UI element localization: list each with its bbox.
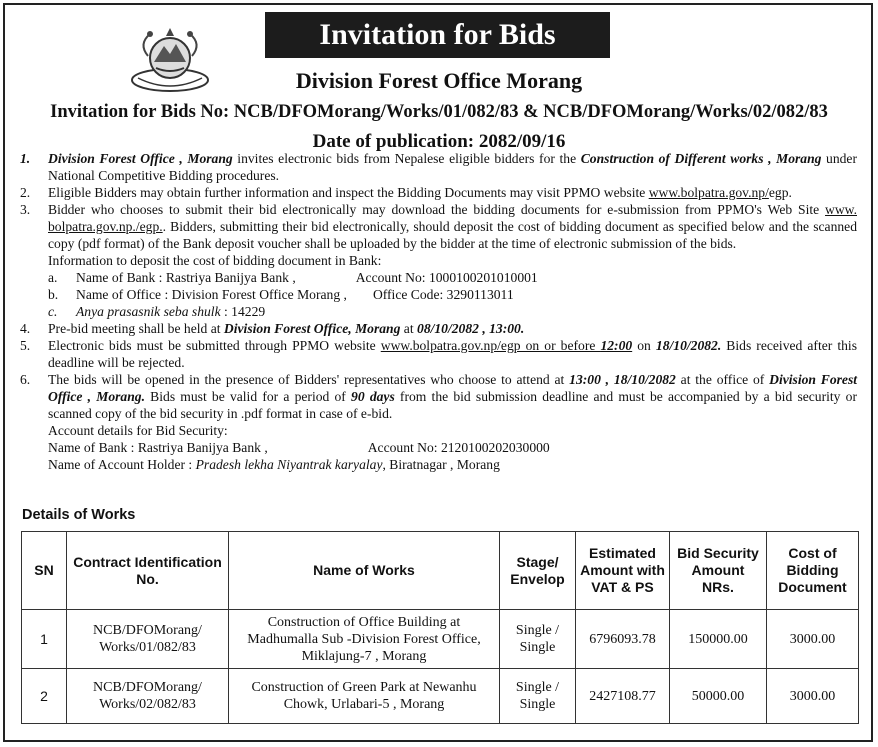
security-bank-detail: Name of Bank : Rastriya Banijya Bank , Account No: 2120100202030000	[48, 440, 550, 455]
clause-4: 4. Pre-bid meeting shall be held at Division Forest Office, Morang at 08/10/2082 , 13:00.	[20, 321, 525, 336]
clause-number: 2.	[20, 185, 31, 200]
cell-estimated-amount: 2427108.77	[576, 669, 670, 724]
notice-body	[20, 150, 857, 473]
ppmo-link[interactable]: www. bolpatra.gov.np./egp.	[48, 202, 857, 234]
cell-contract-id: NCB/DFOMorang/ Works/02/082/83	[67, 669, 229, 724]
header-name-of-works: Name of Works	[229, 532, 500, 610]
clause-2: 2. Eligible Bidders may obtain further information and inspect the Bidding Documents may visit PPMO website www.bolpatra.gov.np/egp.	[20, 185, 792, 200]
office-detail: b. Name of Office : Division Forest Office Morang , Office Code: 3290113011	[48, 287, 514, 302]
clause-number: 5.	[20, 338, 31, 353]
clause-6: 6. The bids will be opened in the presence of Bidders' representatives who choose to attend at 13:00 , 18/10/2082 at the office of Division Forest Office , Morang. Bids must be valid for a period of 90 days from the bid submission deadline and must be accompanied by a bid security or scanned copy of the bid security in .pdf format in case of e-bid. Account details for Bid Security: Name of Bank : Rastriya Banijya Bank , Account No: 2120100202030000 Name of Account Holder : Pradesh lekha Niyantrak karyalay, Biratnagar , Morang	[20, 372, 858, 472]
clause-3: 3. Bidder who chooses to submit their bid electronically may download the bidding documents for e-submission from PPMO's Web Site www. bolpatra.gov.np./egp.. Bidders, submitting their bid electronically, should deposit the cost of bidding document as specified below and the scanned copy (pdf format) of the Bank deposit voucher shall be uploaded by the bidder at the time of electronic submission of the bids. Information to deposit the cost of bidding document in Bank: a. Name of Bank : Rastriya Banijya Bank , Account No: 1000100201010001 b. Name of Office : Division Forest Office Morang , Office Code: 3290113011 c. Anya prasasnik seba shulk : 14229	[20, 202, 857, 319]
table-row	[22, 669, 859, 724]
cell-stage: Single / Single	[500, 669, 576, 724]
account-holder: Name of Account Holder : Pradesh lekha Niyantrak karyalay, Biratnagar , Morang	[48, 457, 500, 472]
clause-1: 1. Division Forest Office , Morang invites electronic bids from Nepalese eligible bidders for the Construction of Different works , Morang under National Competitive Bidding procedures.	[20, 151, 857, 183]
works-table	[21, 531, 859, 724]
cell-bid-security: 50000.00	[670, 669, 767, 724]
cell-cost-of-document: 3000.00	[767, 610, 859, 669]
cell-cost-of-document: 3000.00	[767, 669, 859, 724]
banner-title: Invitation for Bids	[265, 12, 610, 58]
header-bid-security: Bid Security Amount NRs.	[670, 532, 767, 610]
details-heading: Details of Works	[22, 507, 136, 523]
cell-name-of-works: Construction of Green Park at Newanhu Chowk, Urlabari-5 , Morang	[229, 669, 500, 724]
bank-detail: a. Name of Bank : Rastriya Banijya Bank , Account No: 1000100201010001	[48, 270, 538, 285]
clause-number: 4.	[20, 321, 31, 336]
bid-number: Invitation for Bids No: NCB/DFOMorang/Works/01/082/83 & NCB/DFOMorang/Works/02/082/83	[50, 102, 828, 122]
publication-date: Date of publication: 2082/09/16	[312, 131, 566, 152]
fee-detail: c. Anya prasasnik seba shulk : 14229	[48, 304, 266, 319]
clause-5: 5. Electronic bids must be submitted through PPMO website www.bolpatra.gov.np/egp on or before 12:00 on 18/10/2082. Bids received after this deadline will be rejected.	[20, 338, 857, 370]
ppmo-link[interactable]: www.bolpatra.gov.np/	[648, 185, 769, 200]
header-sn: SN	[22, 532, 67, 610]
table-row	[22, 610, 859, 669]
cell-stage: Single / Single	[500, 610, 576, 669]
ppmo-link[interactable]: www.bolpatra.gov.np/egp on or before	[380, 338, 601, 353]
cell-name-of-works: Construction of Office Building at Madhumalla Sub -Division Forest Office, Miklajung-7 , Morang	[229, 610, 500, 669]
table-header-row	[22, 532, 859, 610]
cell-sn: 1	[22, 610, 67, 669]
clause-number: 3.	[20, 202, 31, 217]
header-contract-id: Contract Identification No.	[67, 532, 229, 610]
clause-number: 1.	[20, 151, 31, 166]
header-estimated-amount: Estimated Amount with VAT & PS	[576, 532, 670, 610]
cell-sn: 2	[22, 669, 67, 724]
header-cost-of-document: Cost of Bidding Document	[767, 532, 859, 610]
header-stage: Stage/ Envelop	[500, 532, 576, 610]
cell-contract-id: NCB/DFOMorang/ Works/01/082/83	[67, 610, 229, 669]
cell-estimated-amount: 6796093.78	[576, 610, 670, 669]
clause-number: 6.	[20, 372, 31, 387]
cell-bid-security: 150000.00	[670, 610, 767, 669]
office-name: Division Forest Office Morang	[295, 68, 583, 93]
